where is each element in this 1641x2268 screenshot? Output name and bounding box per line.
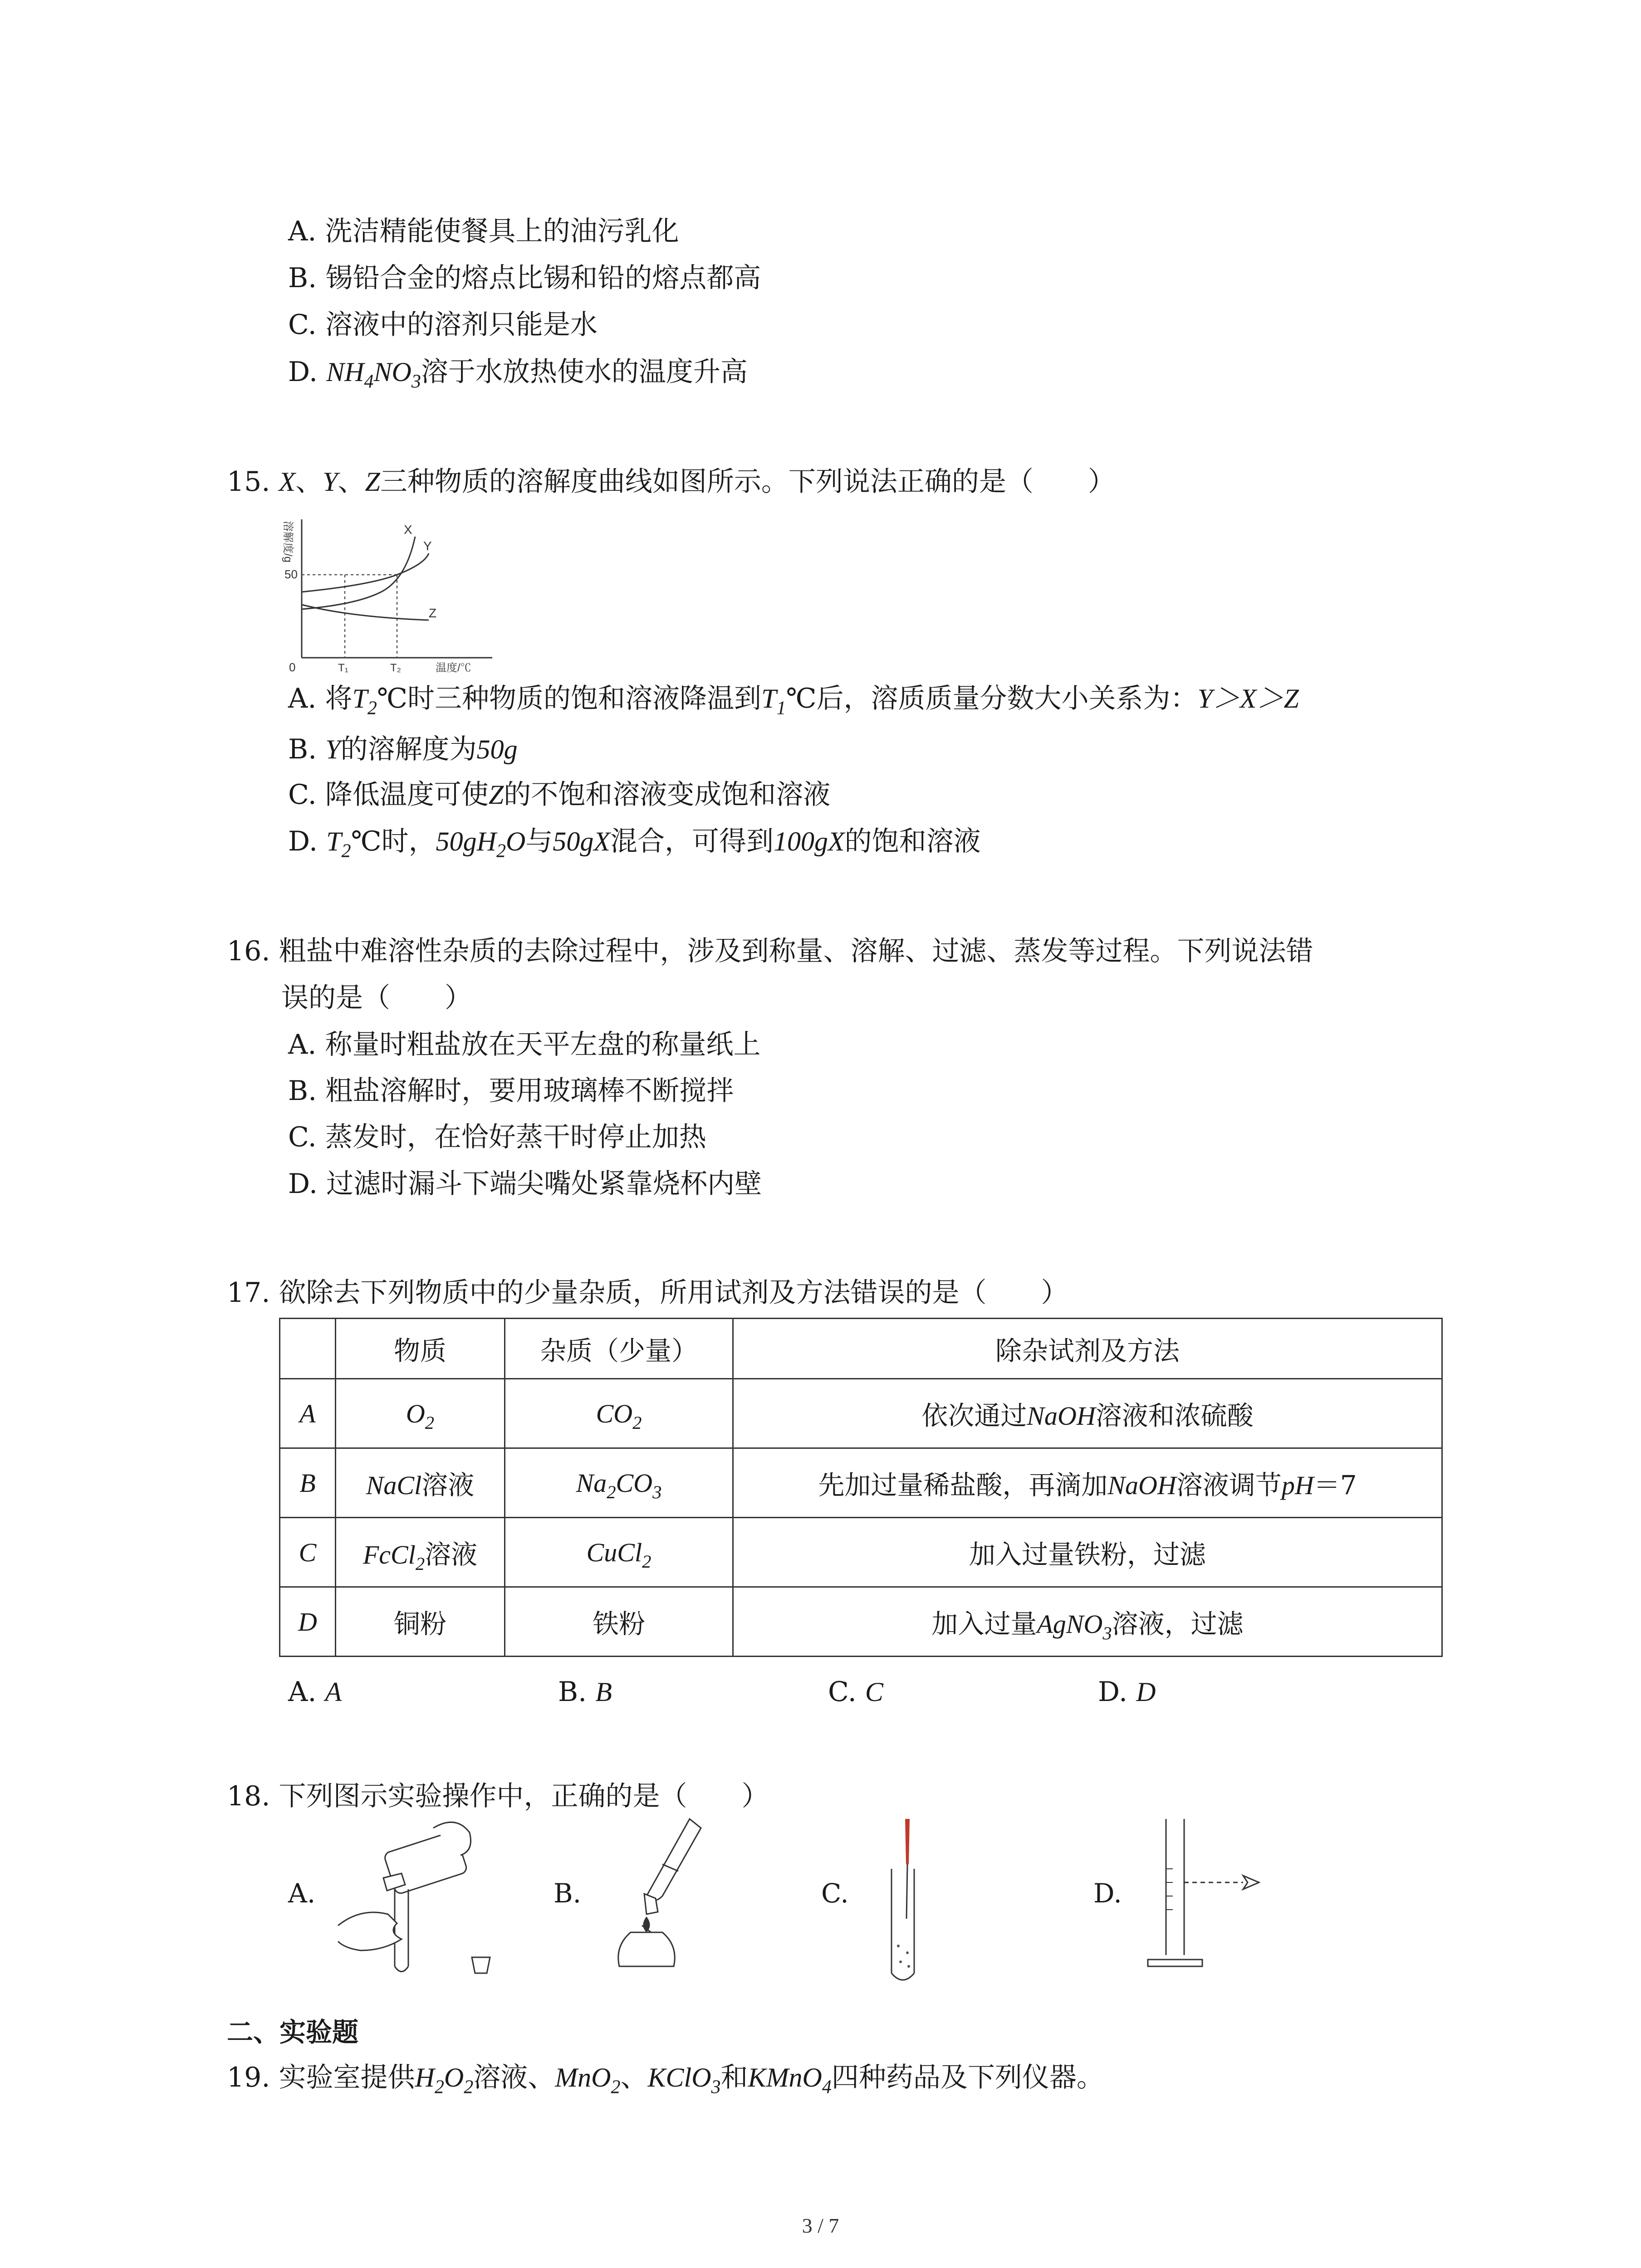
q14-option-c: C. 溶液中的溶剂只能是水 <box>288 309 598 341</box>
q15-stem: 15. X、Y、Z三种物质的溶解度曲线如图所示。下列说法正确的是（ ） <box>227 466 1115 498</box>
impurity-cell: 铁粉 <box>505 1587 733 1657</box>
q15-option-c: C. 降低温度可使Z的不饱和溶液变成饱和溶液 <box>288 779 831 811</box>
graph-tick-50: 50 <box>284 567 298 581</box>
section-title: 二、实验题 <box>227 2017 359 2048</box>
substance-cell: NaCl溶液 <box>336 1448 505 1518</box>
q17-answer-b: B. B <box>558 1676 612 1708</box>
graph-y-label: 溶解度/g <box>282 521 294 563</box>
graph-origin: 0 <box>289 660 296 674</box>
heating-test-tube-illustration <box>599 1810 712 1982</box>
header-cell: 杂质（少量） <box>505 1319 733 1379</box>
row-letter: B <box>299 1468 316 1498</box>
table-row <box>280 1448 1442 1518</box>
graduated-cylinder-illustration <box>1134 1810 1270 1982</box>
q17-stem: 17. 欲除去下列物质中的少量杂质，所用试剂及方法错误的是（ ） <box>227 1277 1068 1309</box>
q15-option-b: B. Y的溶解度为50g <box>288 733 518 765</box>
q18-option-b-label: B. <box>554 1878 582 1909</box>
curve-y <box>302 553 429 592</box>
impurity-cell: $CO_2$ <box>505 1379 733 1448</box>
impurity-cell: $Na_2CO_3$ <box>505 1448 733 1518</box>
q14-option-d: D. $NH_4NO_3$溶于水放热使水的温度升高 <box>288 356 748 392</box>
q17-answer-c: C. C <box>828 1676 883 1708</box>
q18-option-c-label: C. <box>821 1878 849 1909</box>
curve-x <box>302 537 415 609</box>
q18-option-d-label: D. <box>1093 1878 1122 1909</box>
solubility-curve-graph <box>279 510 501 685</box>
substance-cell: $O_2$ <box>336 1379 505 1448</box>
q16-option-b: B. 粗盐溶解时，要用玻璃棒不断搅拌 <box>288 1075 734 1107</box>
q17-answer-a: A. A <box>288 1676 342 1708</box>
q14-option-a: A. 洗洁精能使餐具上的油污乳化 <box>288 215 679 247</box>
graph-t2: T₂ <box>390 662 401 674</box>
substance-cell: FcCl$_2$溶液 <box>336 1518 505 1587</box>
table-row <box>280 1587 1442 1657</box>
header-cell <box>280 1319 336 1379</box>
curve-y-label: Y <box>423 539 432 553</box>
q15-option-a: A. 将$T_2℃$时三种物质的饱和溶液降温到$T_1℃$后，溶质质量分数大小关系为：Y＞X＞Z <box>288 683 1299 719</box>
table-row <box>280 1379 1442 1448</box>
q18-stem: 18. 下列图示实验操作中，正确的是（ ） <box>227 1780 769 1812</box>
method-cell: 加入过量铁粉，过滤 <box>733 1518 1442 1587</box>
q19-stem: 19. 实验室提供$H_2O_2$溶液、MnO$_2$、KClO$_3$和KMnO$_4$四种药品及下列仪器。 <box>227 2062 1104 2098</box>
row-letter: D <box>298 1607 317 1637</box>
substance-cell: 铜粉 <box>336 1587 505 1657</box>
curve-x-label: X <box>404 523 412 537</box>
pouring-liquid-illustration <box>333 1810 506 1982</box>
q16-option-d: D. 过滤时漏斗下端尖嘴处紧靠烧杯内壁 <box>288 1168 762 1200</box>
row-letter: C <box>299 1538 317 1567</box>
method-cell: 先加过量稀盐酸，再滴加NaOH溶液调节pH＝7 <box>733 1448 1442 1518</box>
graph-t1: T₁ <box>338 662 348 674</box>
impurity-cell: CuCl$_2$ <box>505 1518 733 1587</box>
header-cell: 物质 <box>336 1319 505 1379</box>
q16-stem-line1: 16. 粗盐中难溶性杂质的去除过程中，涉及到称量、溶解、过滤、蒸发等过程。下列说法错 <box>227 935 1313 967</box>
method-cell: 依次通过NaOH溶液和浓硫酸 <box>733 1379 1442 1448</box>
q16-stem-line2: 误的是（ ） <box>281 982 472 1014</box>
header-cell: 除杂试剂及方法 <box>733 1319 1442 1379</box>
graph-x-label: 温度/℃ <box>436 662 471 674</box>
curve-z-label: Z <box>429 606 437 620</box>
row-letter: A <box>299 1399 316 1428</box>
table-row <box>280 1518 1442 1587</box>
q17-table <box>279 1318 1443 1657</box>
table-header-row <box>280 1319 1442 1379</box>
q16-option-a: A. 称量时粗盐放在天平左盘的称量纸上 <box>288 1029 761 1061</box>
page-number: 3 / 7 <box>802 2214 839 2237</box>
q18-option-a-label: A. <box>288 1878 316 1909</box>
q15-option-d: D. $T_2℃$时，$50gH_2O$与50gX混合，可得到100gX的饱和溶液 <box>288 826 981 862</box>
test-tube-dropper-illustration <box>864 1810 932 1991</box>
q14-option-b: B. 锡铅合金的熔点比锡和铅的熔点都高 <box>288 262 761 294</box>
q17-answer-d: D. D <box>1098 1676 1156 1708</box>
method-cell: 加入过量AgNO$_3$溶液，过滤 <box>733 1587 1442 1657</box>
q16-option-c: C. 蒸发时，在恰好蒸干时停止加热 <box>288 1121 706 1153</box>
